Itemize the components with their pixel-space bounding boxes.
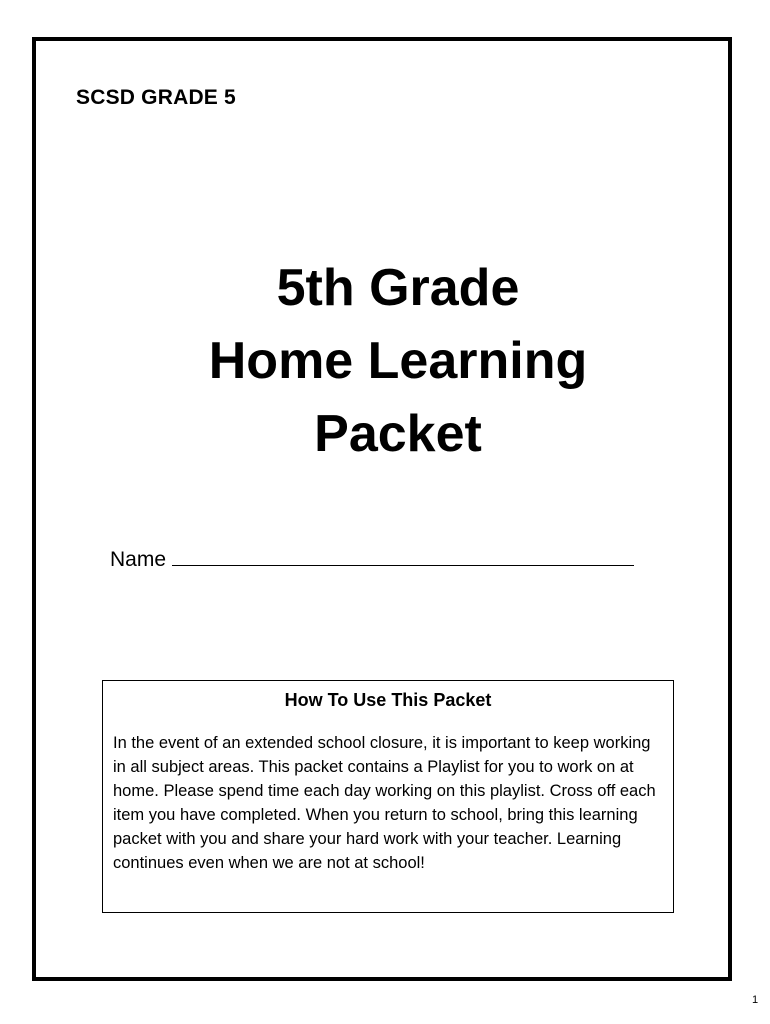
school-grade-label: SCSD GRADE 5 xyxy=(76,86,236,109)
title-line-2: Home Learning xyxy=(208,332,588,390)
name-blank-line[interactable] xyxy=(172,543,634,566)
page-number: 1 xyxy=(752,994,759,1006)
title-line-3: Packet xyxy=(314,405,482,463)
packet-title xyxy=(0,252,770,471)
instructions-text: In the event of an extended school closure, it is important to keep working in all subject areas. This packet contains a Playlist for you to work on at home. Please spend time each day working on this playlist. Cross off each item you have completed. When you return to school, bring this learning packet with you and share your hard work with your teacher. Learning continues even when we are not at school! xyxy=(113,734,656,872)
instructions-box xyxy=(102,680,674,913)
instructions-title: How To Use This Packet xyxy=(284,690,492,710)
title-line-1: 5th Grade xyxy=(276,259,520,317)
name-label: Name xyxy=(110,548,167,571)
name-field xyxy=(110,543,634,572)
